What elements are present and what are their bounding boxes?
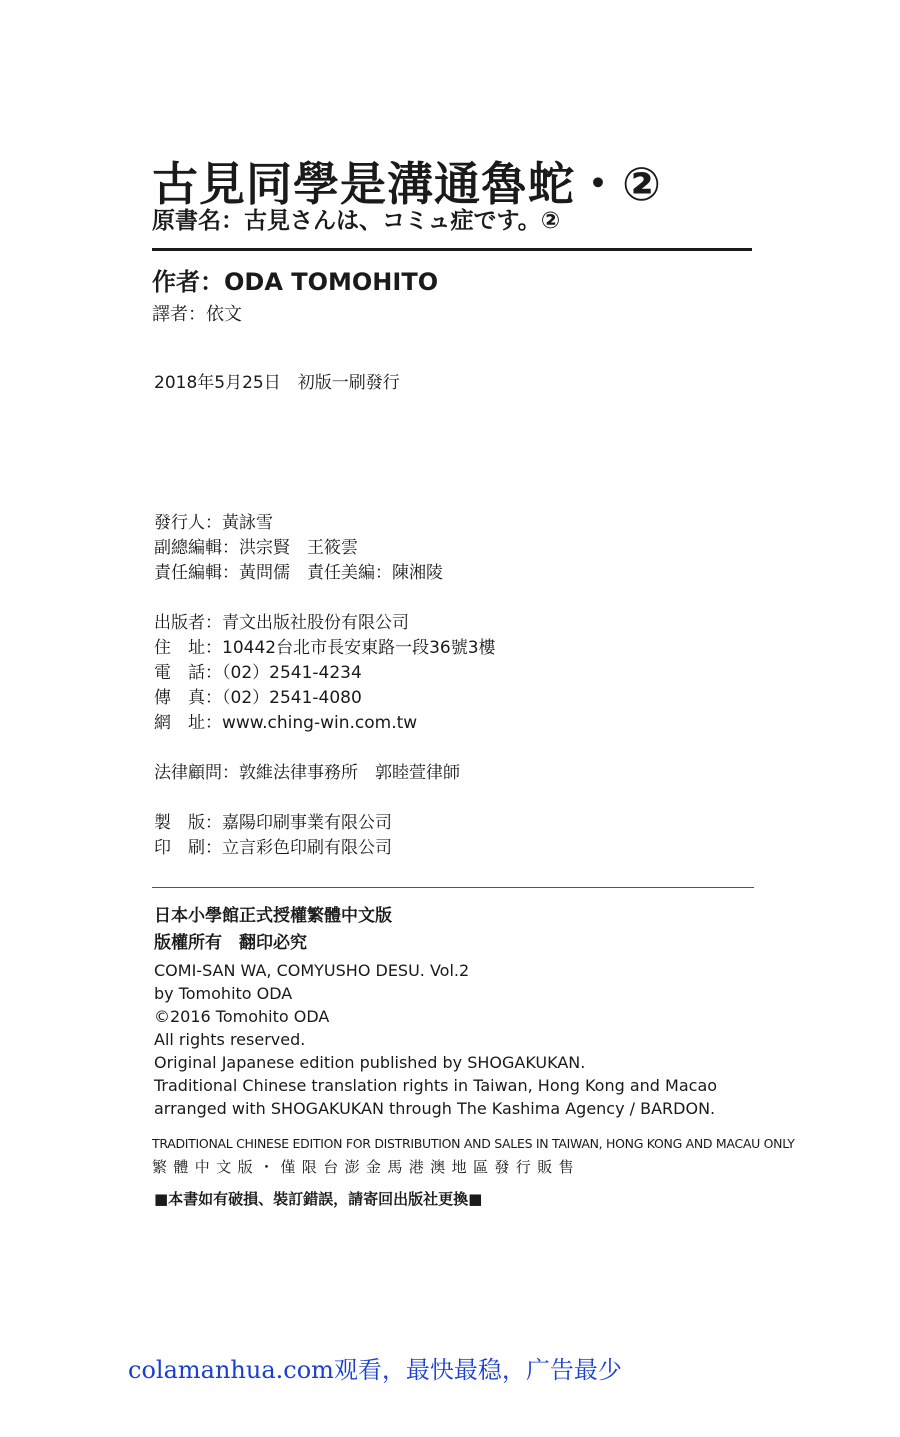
english-credit-line: Traditional Chinese translation rights in Taiwan, Hong Kong and Macao [154,1076,718,1095]
replacement-notice: ■本書如有破損、裝訂錯誤，請寄回出版社更換■ [154,1190,483,1208]
english-credit-line: ©2016 Tomohito ODA [154,1007,330,1026]
staff-line: 責任編輯：黃問儒 責任美編：陳湘陵 [154,563,443,583]
print-line: 製 版：嘉陽印刷事業有限公司 [154,813,392,833]
english-credit-line: by Tomohito ODA [154,984,293,1003]
author-credit: 作者：ODA TOMOHITO [152,268,439,296]
publisher-line: 出版者：青文出版社股份有限公司 [154,613,409,633]
publisher-address: 住 址：10442台北市長安東路一段36號3樓 [154,638,496,658]
license-divider [152,887,754,888]
english-credit-line: COMI-SAN WA, COMYUSHO DESU. Vol.2 [154,961,470,980]
print-line: 印 刷：立言彩色印刷有限公司 [154,838,392,858]
publisher-phone: 電 話：（02）2541-4234 [154,663,362,683]
english-credit-line: All rights reserved. [154,1030,306,1049]
title-divider [152,248,752,251]
license-line: 版權所有 翻印必究 [154,933,307,953]
english-credit-line: arranged with SHOGAKUKAN through The Kashima Agency / BARDON. [154,1099,716,1118]
publisher-website: 網 址：www.ching-win.com.tw [154,713,418,733]
staff-line: 副總編輯：洪宗賢 王筱雲 [154,538,358,558]
original-title: 原書名：古見さんは、コミュ症です。② [152,208,561,234]
staff-line: 發行人：黃詠雪 [154,513,273,533]
distribution-notice-en: TRADITIONAL CHINESE EDITION FOR DISTRIBUTION AND SALES IN TAIWAN, HONG KONG AND MACAU ONLY [152,1136,795,1151]
english-credit-line: Original Japanese edition published by SHOGAKUKAN. [154,1053,586,1072]
publication-date: 2018年5月25日 初版一刷發行 [154,373,400,393]
publisher-fax: 傳 真：（02）2541-4080 [154,688,362,708]
distribution-notice-zh: 繁體中文版・僅限台澎金馬港澳地區發行販售 [152,1158,581,1176]
translator-credit: 譯者：依文 [152,304,242,325]
watermark-link[interactable]: colamanhua.com观看，最快最稳，广告最少 [128,1356,622,1384]
legal-advisor: 法律顧問：敦維法律事務所 郭睦萱律師 [154,763,460,783]
book-title: 古見同學是溝通魯蛇・② [152,157,662,211]
license-line: 日本小學館正式授權繁體中文版 [154,906,392,926]
